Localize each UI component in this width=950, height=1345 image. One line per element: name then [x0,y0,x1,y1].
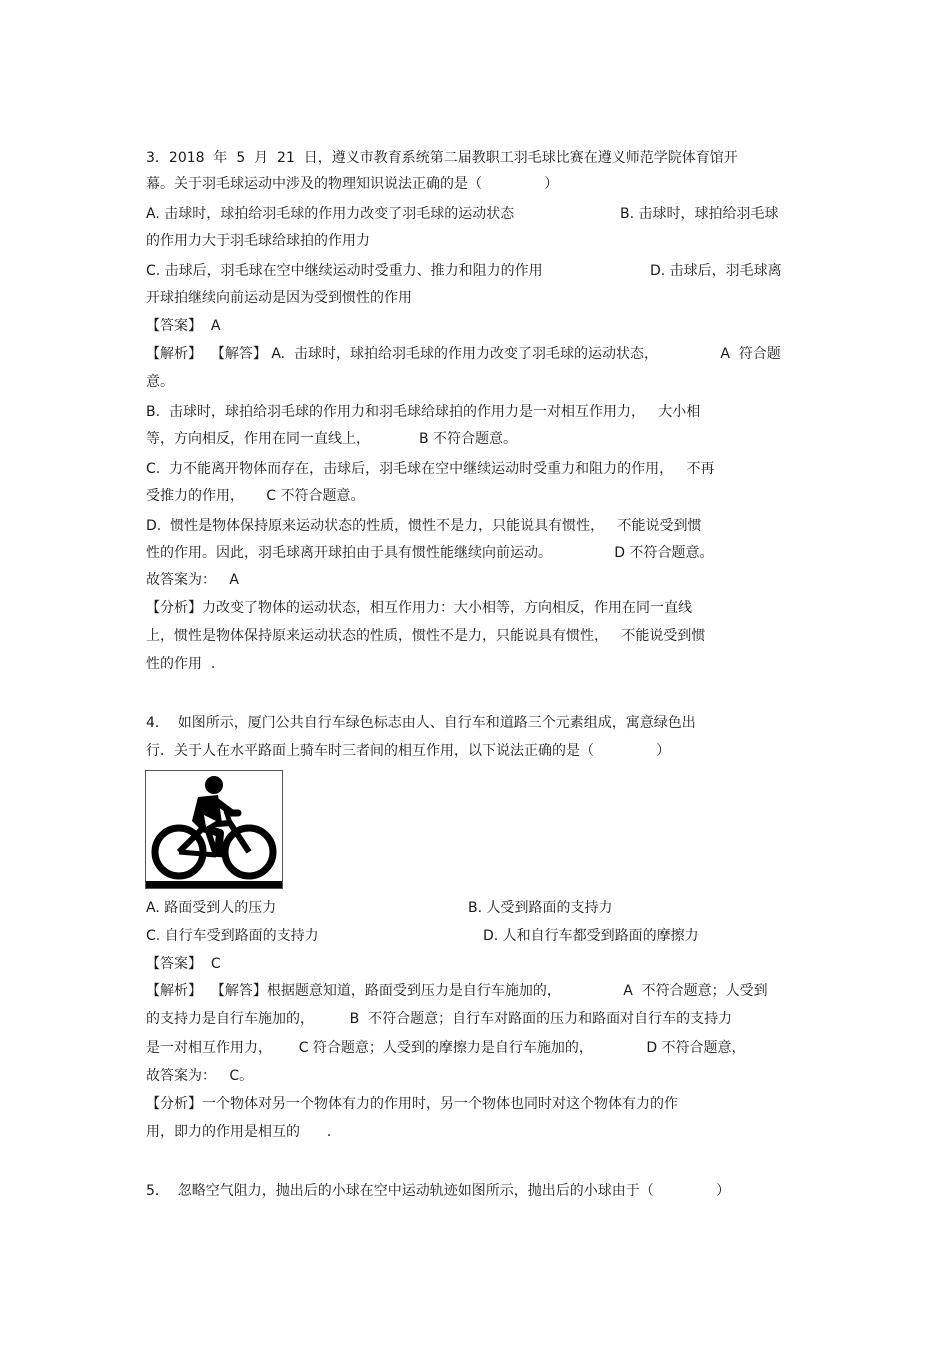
text-line: C. 击球后，羽毛球在空中继续运动时受重力、推力和阻力的作用 [146,263,543,279]
text-line: A. 路面受到人的压力 [146,900,277,916]
text-line: A. 击球时，球拍给羽毛球的作用力改变了羽毛球的运动状态 [146,206,515,222]
text-line: 【答案】 C [146,956,221,972]
text-line: 幕。关于羽毛球运动中涉及的物理知识说法正确的是（ ） [146,176,559,192]
text-line: 3．2018 年 5 月 21 日，遵义市教育系统第二届教职工羽毛球比赛在遵义师范学院体育馆开 [146,150,738,166]
text-line: 【答案】 A [146,318,221,334]
text-line: 等，方向相反，作用在同一直线上， B 不符合题意。 [146,431,518,447]
text-line: 【解析】 【解答】 A. 击球时，球拍给羽毛球的作用力改变了羽毛球的运动状态， A 符合题 [146,346,781,362]
text-line: B. 击球时，球拍给羽毛球的作用力和羽毛球给球拍的作用力是一对相互作用力， 大小相 [146,404,701,420]
text-line: 行．关于人在水平路面上骑车时三者间的相互作用，以下说法正确的是（ ） [146,743,671,759]
text-line: 的作用力大于羽毛球给球拍的作用力 [146,233,370,249]
text-line: 【分析】一个物体对另一个物体有力的作用时，另一个物体也同时对这个物体有力的作 [146,1096,678,1112]
text-line: 上，惯性是物体保持原来运动状态的性质，惯性不是力，只能说具有惯性， 不能说受到惯 [146,628,706,644]
text-line: 意。 [146,374,174,390]
text-line: D. 人和自行车都受到路面的摩擦力 [483,928,699,944]
text-line: B. 人受到路面的支持力 [468,900,613,916]
text-line: C. 力不能离开物体而存在，击球后，羽毛球在空中继续运动时受重力和阻力的作用， 不再 [146,461,715,477]
text-line: 性的作用。因此，羽毛球离开球拍由于具有惯性能继续向前运动。 D 不符合题意。 [146,545,714,561]
text-line: 的支持力是自行车施加的， B 不符合题意；自行车对路面的压力和路面对自行车的支持力 [146,1011,733,1027]
text-line: D. 惯性是物体保持原来运动状态的性质，惯性不是力，只能说具有惯性， 不能说受到惯 [146,518,702,534]
text-line: 【分析】力改变了物体的运动状态，相互作用力：大小相等，方向相反，作用在同一直线 [146,600,692,616]
text-line: 5． 忽略空气阻力，抛出后的小球在空中运动轨迹如图所示，抛出后的小球由于（ ） [146,1183,731,1199]
text-line: 是一对相互作用力， C 符合题意；人受到的摩擦力是自行车施加的， D 不符合题意， [146,1040,746,1056]
text-line: 开球拍继续向前运动是因为受到惯性的作用 [146,290,412,306]
text-line: 故答案为： C。 [146,1068,254,1084]
text-line: B. 击球时，球拍给羽毛球 [620,206,779,222]
text-line: 故答案为： A [146,572,239,588]
text-line: 受推力的作用， C 不符合题意。 [146,488,365,504]
text-line: 用，即力的作用是相互的 . [146,1124,332,1140]
text-line: 性的作用 . [146,656,216,672]
bicycle-rider-icon [145,770,283,889]
text-line: 4． 如图所示，厦门公共自行车绿色标志由人、自行车和道路三个元素组成，寓意绿色出 [146,715,696,731]
text-line: 【解析】 【解答】根据题意知道，路面受到压力是自行车施加的， A 不符合题意；人受到 [146,983,768,999]
text-line: D. 击球后，羽毛球离 [650,263,782,279]
text-line: C. 自行车受到路面的支持力 [146,928,319,944]
